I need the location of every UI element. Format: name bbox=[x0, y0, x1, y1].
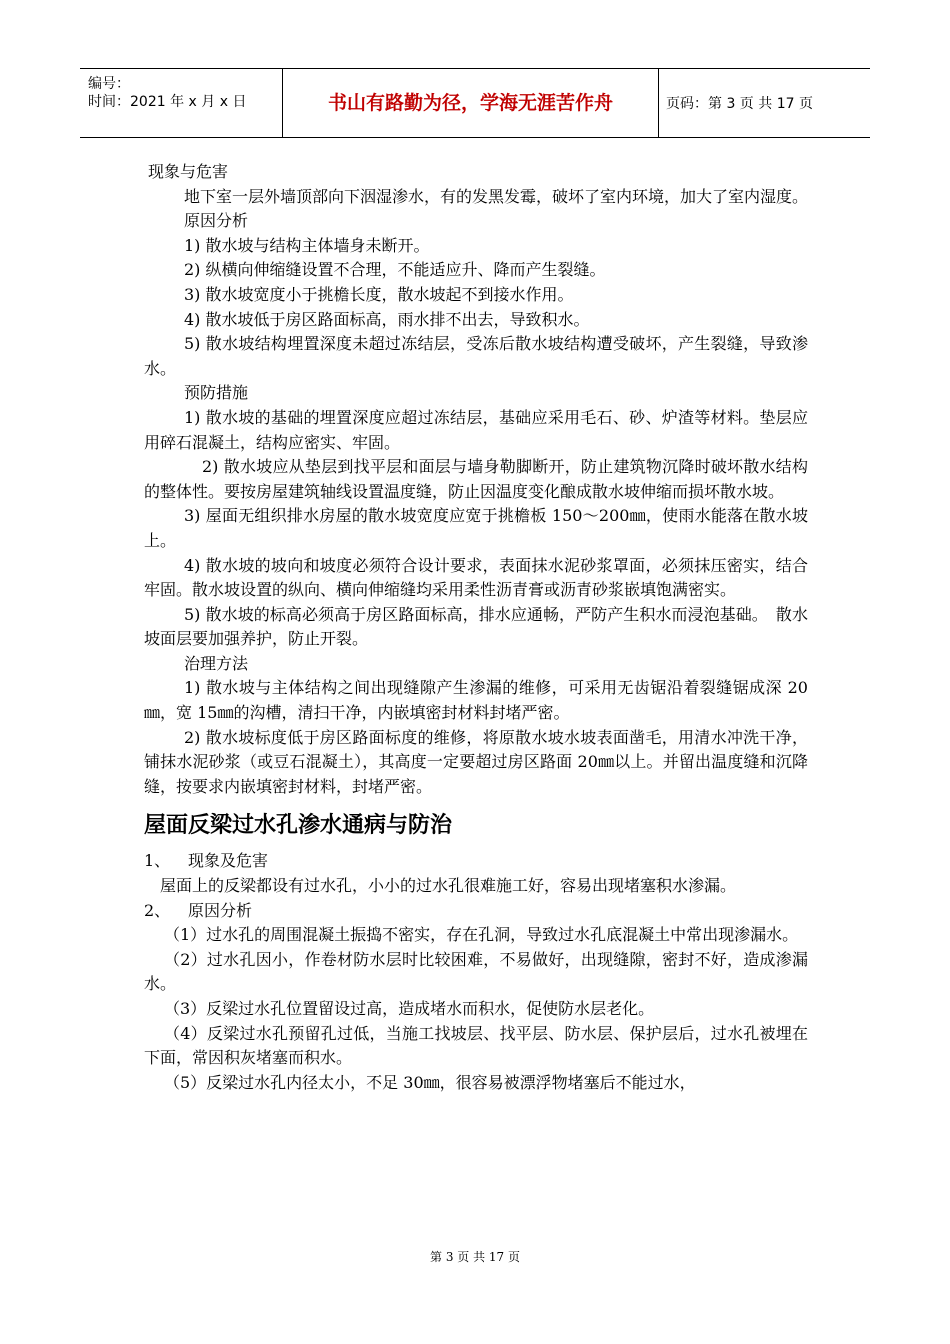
code-label: 编号： bbox=[88, 76, 130, 92]
section-title: 现象及危害 bbox=[188, 851, 269, 871]
list-item: （5）反梁过水孔内径太小，不足 30㎜，很容易被漂浮物堵塞后不能过水， bbox=[164, 1072, 696, 1092]
list-item: 5) 散水坡的标高必须高于房区路面标高，排水应通畅，严防产生积水而浸泡基础。 散水坡面层要加强养护，防止开裂。 bbox=[144, 604, 808, 649]
list-item: 5) 散水坡结构埋置深度未超过冻结层，受冻后散水坡结构遭受破坏，产生裂缝，导致渗水。 bbox=[144, 334, 808, 378]
subheading-prevention: 预防措施 bbox=[184, 383, 249, 403]
section-number: 2、 bbox=[144, 900, 171, 920]
section-number: 1、 bbox=[144, 851, 171, 871]
section-title: 原因分析 bbox=[188, 900, 253, 920]
subheading-treatment: 治理方法 bbox=[184, 653, 249, 673]
page-header bbox=[80, 68, 870, 138]
time-label: 时间：2021 年 x 月 x 日 bbox=[88, 94, 247, 110]
list-item: （2）过水孔因小，作卷材防水层时比较困难，不易做好，出现缝隙，密封不好，造成渗漏水。 bbox=[144, 949, 808, 994]
list-item: 2) 散水坡应从垫层到找平层和面层与墙身勒脚断开，防止建筑物沉降时破坏散水结构的整体性。要按房屋建筑轴线设置温度缝，防止因温度变化酿成散水坡伸缩而损坏散水坡。 bbox=[144, 457, 808, 501]
section-heading: 屋面反梁过水孔渗水通病与防治 bbox=[144, 813, 453, 839]
subheading-phenomenon: 现象与危害 bbox=[148, 162, 229, 181]
list-item: 3) 屋面无组织排水房屋的散水坡宽度应宽于挑檐板 150～200㎜，使雨水能落在散水坡上。 bbox=[144, 506, 808, 550]
subheading-cause: 原因分析 bbox=[184, 211, 249, 231]
header-motto: 书山有路勤为径，学海无涯苦作舟 bbox=[283, 69, 659, 137]
header-page-info: 页码：第 3 页 共 17 页 bbox=[666, 96, 813, 112]
document-body bbox=[144, 160, 808, 1095]
list-item: 2) 散水坡标度低于房区路面标度的维修，将原散水坡水坡表面凿毛，用清水冲洗干净，铺抹水泥砂浆（或豆石混凝土），其高度一定要超过房区路面 20㎜以上。并留出温度缝和沉降缝，按要求内嵌填密封材料，封堵严密。 bbox=[144, 727, 808, 796]
list-item: 1) 散水坡的基础的埋置深度应超过冻结层，基础应采用毛石、砂、炉渣等材料。垫层应用碎石混凝土，结构应密实、牢固。 bbox=[144, 407, 808, 452]
section-title-1 bbox=[144, 849, 808, 874]
list-item: 1) 散水坡与结构主体墙身未断开。 bbox=[184, 235, 430, 255]
list-item: 1) 散水坡与主体结构之间出现缝隙产生渗漏的维修，可采用无齿锯沿着裂缝锯成深 20㎜，宽 15㎜的沟槽，清扫干净，内嵌填密封材料封堵严密。 bbox=[144, 678, 808, 723]
page-footer: 第 3 页 共 17 页 bbox=[430, 1250, 520, 1264]
list-item: （1）过水孔的周围混凝土振捣不密实，存在孔洞，导致过水孔底混凝土中常出现渗漏水。 bbox=[164, 925, 799, 945]
list-item: 3) 散水坡宽度小于挑檐长度，散水坡起不到接水作用。 bbox=[184, 284, 574, 304]
list-item: 2) 纵横向伸缩缝设置不合理，不能适应升、降而产生裂缝。 bbox=[184, 260, 606, 280]
paragraph: 地下室一层外墙顶部向下洇湿渗水，有的发黑发霉，破坏了室内环境，加大了室内湿度。 bbox=[184, 186, 809, 206]
paragraph: 屋面上的反梁都设有过水孔，小小的过水孔很难施工好，容易出现堵塞积水渗漏。 bbox=[160, 876, 737, 896]
section-title-2 bbox=[144, 899, 808, 924]
list-item: （4）反梁过水孔预留孔过低，当施工找坡层、找平层、防水层、保护层后，过水孔被埋在下面，常因积灰堵塞而积水。 bbox=[144, 1023, 808, 1068]
list-item: （3）反梁过水孔位置留设过高，造成堵水而积水，促使防水层老化。 bbox=[164, 999, 655, 1018]
list-item: 4) 散水坡低于房区路面标高，雨水排不出去，导致积水。 bbox=[184, 309, 590, 329]
list-item: 4) 散水坡的坡向和坡度必须符合设计要求，表面抹水泥砂浆罩面，必须抹压密实，结合牢固。散水坡设置的纵向、横向伸缩缝均采用柔性沥青膏或沥青砂浆嵌填饱满密实。 bbox=[144, 555, 808, 600]
header-meta-cell bbox=[80, 69, 283, 137]
